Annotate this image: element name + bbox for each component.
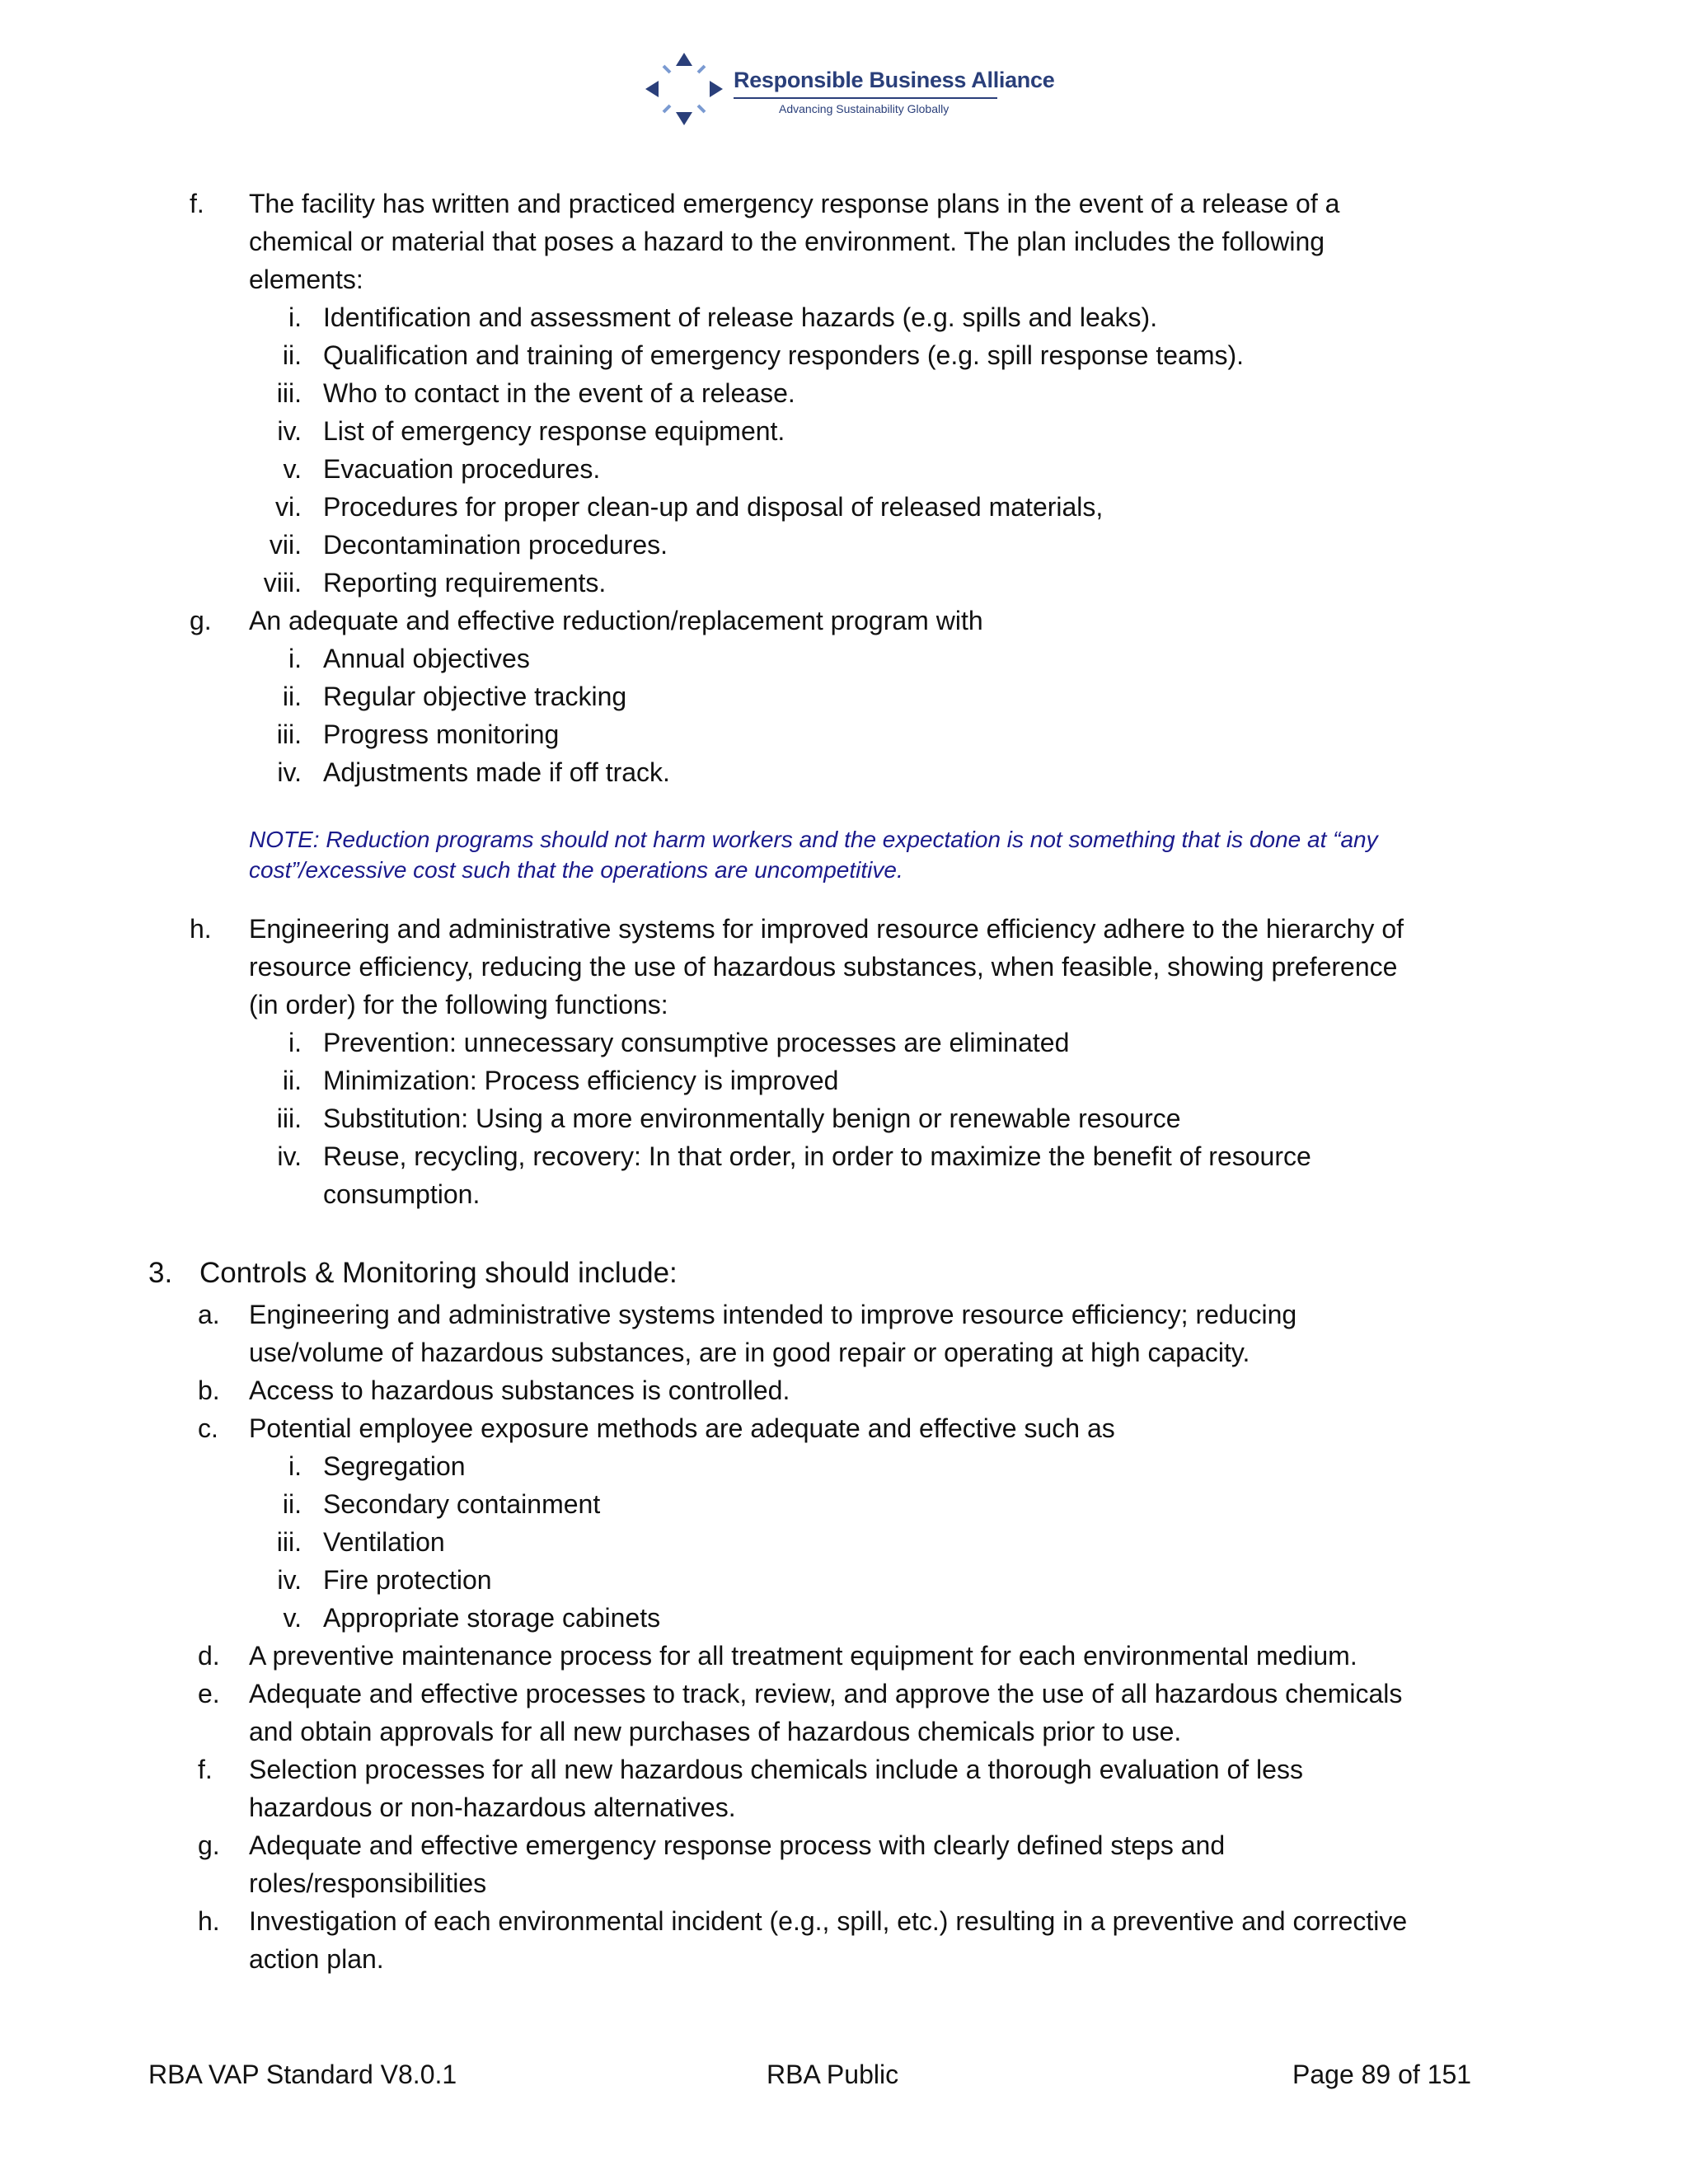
list-marker: vii. xyxy=(269,530,302,560)
item-text-line: consumption. xyxy=(323,1179,481,1209)
brand-name: Responsible Business Alliance xyxy=(734,68,1055,92)
list-marker: f. xyxy=(198,1755,213,1784)
item-text: Evacuation procedures. xyxy=(323,454,601,484)
item-text: Fire protection xyxy=(323,1565,492,1595)
item-text: Appropriate storage cabinets xyxy=(323,1603,661,1633)
section-number: 3. xyxy=(148,1257,173,1289)
item-text: Segregation xyxy=(323,1451,466,1481)
list-marker: c. xyxy=(198,1413,218,1443)
item-text: Adjustments made if off track. xyxy=(323,757,670,787)
item-text: Minimization: Process efficiency is improved xyxy=(323,1066,839,1095)
list-marker: iv. xyxy=(277,1565,302,1595)
list-marker: d. xyxy=(198,1641,220,1671)
section-title: Controls & Monitoring should include: xyxy=(199,1257,678,1289)
footer-document-name: RBA VAP Standard V8.0.1 xyxy=(148,2060,457,2089)
item-text: Access to hazardous substances is controlled. xyxy=(249,1376,790,1405)
list-marker: g. xyxy=(198,1830,220,1860)
item-text: Substitution: Using a more environmentally benign or renewable resource xyxy=(323,1104,1181,1133)
list-marker: i. xyxy=(288,302,302,332)
item-text-line: Engineering and administrative systems intended to improve resource efficiency; reducing xyxy=(249,1300,1297,1329)
note-line: NOTE: Reduction programs should not harm workers and the expectation is not something that is done at “any xyxy=(249,827,1378,852)
rba-logo xyxy=(639,48,1055,130)
item-text: A preventive maintenance process for all treatment equipment for each environmental medium. xyxy=(249,1641,1357,1671)
list-marker: iii. xyxy=(276,1527,302,1557)
list-marker: iii. xyxy=(276,719,302,749)
item-text-line: and obtain approvals for all new purchases of hazardous chemicals prior to use. xyxy=(249,1717,1182,1746)
list-marker: h. xyxy=(198,1906,220,1936)
list-marker: g. xyxy=(190,606,212,635)
list-marker: i. xyxy=(288,644,302,673)
item-text: Decontamination procedures. xyxy=(323,530,668,560)
item-text-line: action plan. xyxy=(249,1944,384,1974)
list-marker: ii. xyxy=(282,1489,302,1519)
item-text-line: use/volume of hazardous substances, are in good repair or operating at high capacity. xyxy=(249,1338,1250,1367)
item-text: Reporting requirements. xyxy=(323,568,607,598)
note-line: cost”/excessive cost such that the operations are uncompetitive. xyxy=(249,857,903,883)
list-marker: a. xyxy=(198,1300,220,1329)
item-text: Identification and assessment of release hazards (e.g. spills and leaks). xyxy=(323,302,1158,332)
item-text-line: chemical or material that poses a hazard to the environment. The plan includes the following xyxy=(249,227,1325,256)
list-marker: i. xyxy=(288,1028,302,1057)
item-text-line: Engineering and administrative systems for improved resource efficiency adhere to the hierarchy of xyxy=(249,914,1404,944)
item-text-line: hazardous or non-hazardous alternatives. xyxy=(249,1793,736,1822)
list-marker: iv. xyxy=(277,1141,302,1171)
brand-divider xyxy=(734,97,997,99)
list-marker: f. xyxy=(190,189,204,218)
list-marker: ii. xyxy=(282,340,302,370)
list-marker: ii. xyxy=(282,1066,302,1095)
item-text: Regular objective tracking xyxy=(323,682,627,711)
item-text-line: elements: xyxy=(249,265,363,294)
list-marker: iii. xyxy=(276,1104,302,1133)
list-marker: i. xyxy=(288,1451,302,1481)
list-marker: h. xyxy=(190,914,212,944)
item-text: Prevention: unnecessary consumptive processes are eliminated xyxy=(323,1028,1070,1057)
list-marker: ii. xyxy=(282,682,302,711)
list-marker: v. xyxy=(283,454,302,484)
item-text-line: Selection processes for all new hazardous chemicals include a thorough evaluation of less xyxy=(249,1755,1303,1784)
item-text-line: Investigation of each environmental incident (e.g., spill, etc.) resulting in a preventive and corrective xyxy=(249,1906,1408,1936)
item-text-line: (in order) for the following functions: xyxy=(249,990,668,1019)
item-text: Secondary containment xyxy=(323,1489,601,1519)
item-text: Procedures for proper clean-up and disposal of released materials, xyxy=(323,492,1104,522)
footer-classification: RBA Public xyxy=(767,2060,899,2089)
item-text-line: The facility has written and practiced emergency response plans in the event of a release of a xyxy=(249,189,1340,218)
item-text: Qualification and training of emergency responders (e.g. spill response teams). xyxy=(323,340,1245,370)
list-marker: b. xyxy=(198,1376,220,1405)
footer-page-number: Page 89 of 151 xyxy=(1292,2060,1472,2089)
brand-tagline: Advancing Sustainability Globally xyxy=(779,102,950,115)
item-text: Potential employee exposure methods are adequate and effective such as xyxy=(249,1413,1115,1443)
item-text: List of emergency response equipment. xyxy=(323,416,785,446)
list-marker: v. xyxy=(283,1603,302,1633)
item-text: Ventilation xyxy=(323,1527,445,1557)
list-marker: vi. xyxy=(275,492,302,522)
item-text-line: Adequate and effective processes to track, review, and approve the use of all hazardous chemicals xyxy=(249,1679,1403,1708)
list-marker: viii. xyxy=(263,568,302,598)
item-text: Who to contact in the event of a release. xyxy=(323,378,795,408)
list-marker: iii. xyxy=(276,378,302,408)
item-text: An adequate and effective reduction/replacement program with xyxy=(249,606,983,635)
item-text-line: roles/responsibilities xyxy=(249,1868,487,1898)
item-text: Progress monitoring xyxy=(323,719,560,749)
list-marker: iv. xyxy=(277,416,302,446)
rba-compass-icon xyxy=(639,48,729,130)
list-marker: e. xyxy=(198,1679,220,1708)
item-text-line: Reuse, recycling, recovery: In that order, in order to maximize the benefit of resource xyxy=(323,1141,1311,1171)
item-text: Annual objectives xyxy=(323,644,530,673)
list-marker: iv. xyxy=(277,757,302,787)
item-text-line: Adequate and effective emergency response process with clearly defined steps and xyxy=(249,1830,1226,1860)
item-text-line: resource efficiency, reducing the use of hazardous substances, when feasible, showing preference xyxy=(249,952,1398,982)
